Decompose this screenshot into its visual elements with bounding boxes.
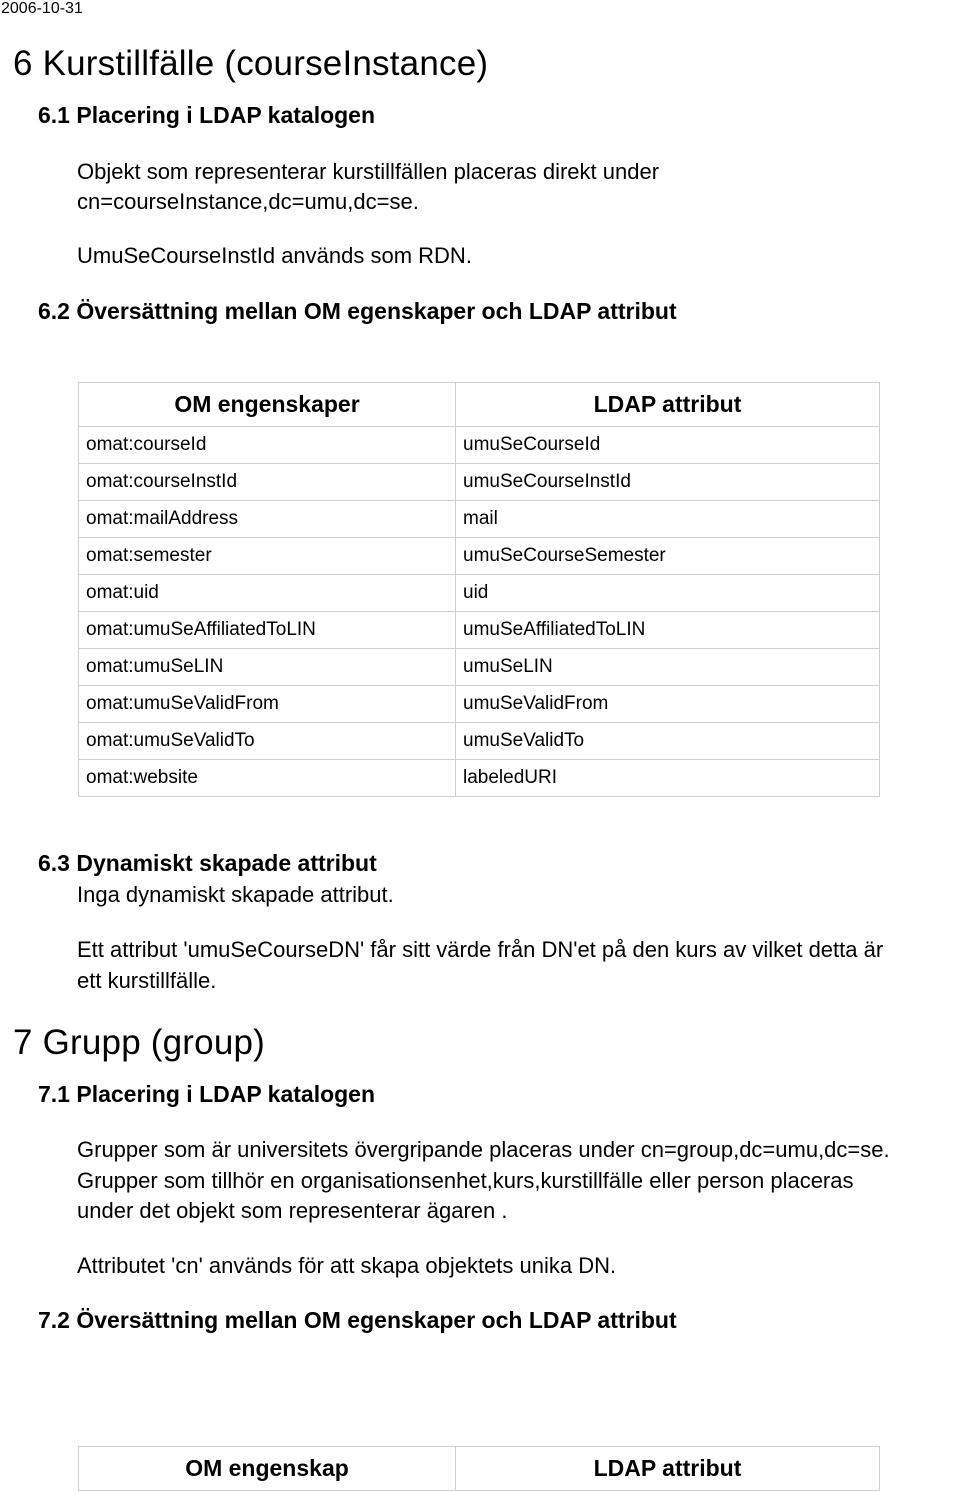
om-property-cell: omat:courseInstId (79, 464, 456, 501)
section-6-3-line-2: Ett attribut 'umuSeCourseDN' får sitt värde från DN'et på den kurs av vilket detta är (77, 937, 884, 962)
table-row (79, 575, 880, 612)
om-property-cell: omat:umuSeValidTo (79, 723, 456, 760)
table-row (79, 723, 880, 760)
column-header-om: OM engenskaper (79, 383, 456, 427)
section-7-2-heading: 7.2 Översättning mellan OM egenskaper och LDAP attribut (38, 1307, 677, 1333)
ldap-attribute-cell: umuSeLIN (456, 649, 880, 686)
section-7-heading: 7 Grupp (group) (13, 1023, 266, 1062)
section-6-3-line-3: ett kurstillfälle. (77, 968, 217, 993)
section-6-3-line-1: Inga dynamiskt skapade attribut. (77, 882, 394, 907)
om-property-cell: omat:website (79, 760, 456, 797)
table-header-row (79, 383, 880, 427)
column-header-om: OM engenskap (79, 1447, 456, 1491)
table-row (79, 649, 880, 686)
ldap-attribute-cell: uid (456, 575, 880, 612)
om-property-cell: omat:umuSeLIN (79, 649, 456, 686)
section-6-1-heading: 6.1 Placering i LDAP katalogen (38, 102, 376, 128)
section-6-1-line-1: Objekt som representerar kurstillfällen placeras direkt under (77, 159, 660, 184)
om-property-cell: omat:semester (79, 538, 456, 575)
table-header-row (79, 1447, 880, 1491)
om-property-cell: omat:umuSeAffiliatedToLIN (79, 612, 456, 649)
column-header-ldap: LDAP attribut (456, 383, 880, 427)
ldap-attribute-cell: umuSeCourseId (456, 427, 880, 464)
om-property-cell: omat:mailAddress (79, 501, 456, 538)
section-6-heading: 6 Kurstillfälle (courseInstance) (13, 44, 489, 83)
table-row (79, 760, 880, 797)
section-6-1-line-2: cn=courseInstance,dc=umu,dc=se. (77, 189, 419, 214)
section-7-1-line-2: Grupper som tillhör en organisationsenhet,kurs,kurstillfälle eller person placeras (77, 1168, 854, 1193)
om-property-cell: omat:uid (79, 575, 456, 612)
om-property-cell: omat:umuSeValidFrom (79, 686, 456, 723)
mapping-table-6-2 (78, 382, 880, 797)
column-header-ldap: LDAP attribut (456, 1447, 880, 1491)
table-row (79, 427, 880, 464)
section-7-1-line-4: Attributet 'cn' används för att skapa objektets unika DN. (77, 1253, 617, 1278)
table-row (79, 612, 880, 649)
ldap-attribute-cell: umuSeAffiliatedToLIN (456, 612, 880, 649)
table-row (79, 464, 880, 501)
ldap-attribute-cell: umuSeValidFrom (456, 686, 880, 723)
document-date: 2006-10-31 (1, 0, 83, 17)
ldap-attribute-cell: umuSeValidTo (456, 723, 880, 760)
section-6-3-heading: 6.3 Dynamiskt skapade attribut (38, 850, 377, 876)
ldap-attribute-cell: umuSeCourseSemester (456, 538, 880, 575)
section-6-2-heading: 6.2 Översättning mellan OM egenskaper och LDAP attribut (38, 298, 677, 324)
section-7-1-heading: 7.1 Placering i LDAP katalogen (38, 1081, 376, 1107)
table-row (79, 501, 880, 538)
mapping-table-7-2 (78, 1446, 880, 1491)
ldap-attribute-cell: mail (456, 501, 880, 538)
table-row (79, 538, 880, 575)
section-7-1-line-1: Grupper som är universitets övergripande placeras under cn=group,dc=umu,dc=se. (77, 1137, 890, 1162)
om-property-cell: omat:courseId (79, 427, 456, 464)
section-7-1-line-3: under det objekt som representerar ägaren . (77, 1198, 508, 1223)
table-row (79, 686, 880, 723)
section-6-1-line-3: UmuSeCourseInstId används som RDN. (77, 243, 472, 268)
ldap-attribute-cell: umuSeCourseInstId (456, 464, 880, 501)
ldap-attribute-cell: labeledURI (456, 760, 880, 797)
